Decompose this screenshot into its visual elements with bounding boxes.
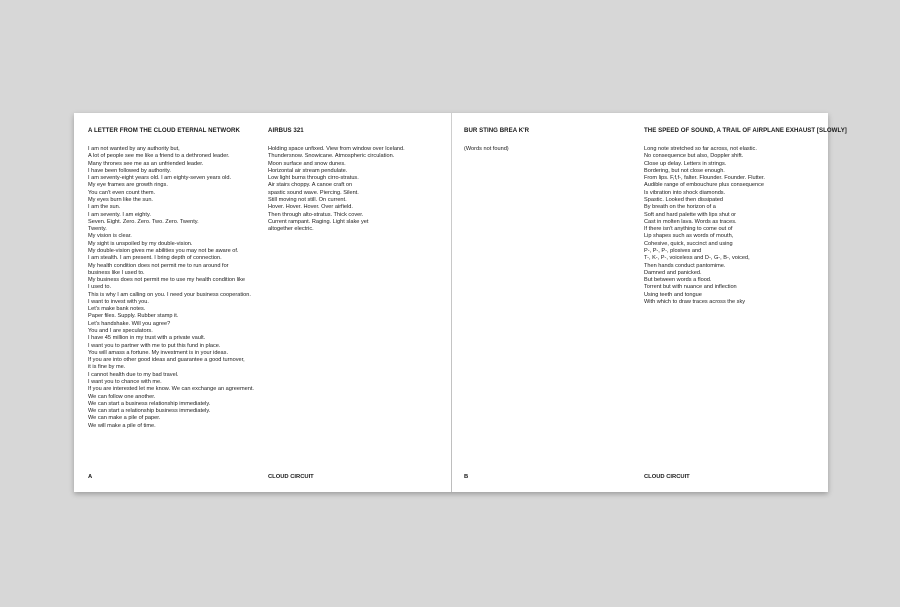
left-page-folio-letter: A xyxy=(88,474,93,480)
left-page-body-1 xyxy=(88,146,254,430)
text-line: Seven. Eight. Zero. Zero. Two. Zero. Twenty. xyxy=(88,218,199,225)
text-line: Cohesive, quick, succinct and using xyxy=(644,240,733,247)
text-line: I used to. xyxy=(88,284,112,291)
left-page-heading-1: A LETTER FROM THE CLOUD ETERNAL NETWORK xyxy=(88,127,240,134)
text-line: Air stairs choppy. A canoe craft on xyxy=(268,182,353,189)
text-line: Holding space unfixed. View from window over Iceland. xyxy=(268,146,405,152)
text-line: it is fine by me. xyxy=(88,364,126,371)
text-line: (Words not found) xyxy=(464,146,509,152)
book-spread xyxy=(74,113,847,492)
text-line: Close up delay. Letters in strings. xyxy=(644,160,727,167)
text-line: Damned and panicked. xyxy=(644,269,702,276)
text-line: Many thrones see me as an unfriended leader. xyxy=(88,160,204,167)
text-line: Paper files. Supply. Rubber stamp it. xyxy=(88,313,179,320)
text-line: My double-vision gives me abilities you may not be aware of. xyxy=(88,247,239,254)
text-line: Long note stretched so far across, not elastic. xyxy=(644,146,757,152)
text-line: Is vibration into shock diamonds. xyxy=(644,189,726,196)
text-line: My eyes burn like the sun. xyxy=(88,196,153,203)
text-line: P-, P-, P-, plosives and xyxy=(644,247,702,254)
text-line: My business does not permit me to use my health condition like xyxy=(88,277,246,284)
text-line: I am seventy-eight years old. I am eighty-seven years old. xyxy=(88,175,232,182)
text-line: Moon surface and snow dunes. xyxy=(268,160,346,167)
text-line: We will make a pile of time. xyxy=(88,422,156,429)
text-line: My vision is clear. xyxy=(88,233,132,240)
text-line: I want you to chance with me. xyxy=(88,379,162,385)
text-line: Let's make bank notes. xyxy=(88,306,146,313)
text-line: I am seventy. I am eighty. xyxy=(88,211,151,218)
text-line: Current rampant. Raging. Light slake yet xyxy=(268,218,369,225)
text-line: By breath on the horizon of a xyxy=(644,204,716,211)
right-page-body-1 xyxy=(464,146,529,153)
text-line: Soft and hard palette with lips shut or xyxy=(644,211,737,218)
text-line: Twenty. xyxy=(88,226,107,233)
text-line: I want you to partner with me to put this fund in place. xyxy=(88,342,221,349)
text-line: But between words a flood. xyxy=(644,277,712,284)
text-line: I want to invest with you. xyxy=(88,298,149,305)
text-line: You and I are speculators. xyxy=(88,328,153,335)
text-line: From lips. F,f,f-, falter. Flounder. Founder. Flutter. xyxy=(644,175,765,182)
text-line: I cannot health due to my bad travel. xyxy=(88,371,179,378)
text-line: Let's handshake. Will you agree? xyxy=(88,320,171,327)
right-page-column-1 xyxy=(464,127,529,153)
text-line: Then through alto-stratus. Thick cover. xyxy=(268,211,364,218)
text-line: You will amass a fortune. My investment is in your ideas. xyxy=(88,349,229,356)
right-page-folio-letter: B xyxy=(464,474,469,480)
text-line: If you are interested let me know. We can exchange an agreement. xyxy=(88,386,254,393)
text-line: altogether electric. xyxy=(268,226,314,233)
text-line: T-, K-, P-, voiceless and D-, G-, B-, voiced, xyxy=(644,255,750,262)
left-page-running-title: CLOUD CIRCUIT xyxy=(268,474,314,480)
text-line: Torrent but with nuance and inflection xyxy=(644,284,737,291)
text-line: A lot of people see me like a friend to a dethroned leader. xyxy=(88,153,230,160)
text-line: With which to draw traces across the sky xyxy=(644,298,746,305)
text-line: We can follow one another. xyxy=(88,393,156,400)
text-line: My eye frames are growth rings. xyxy=(88,182,168,189)
left-page-column-1 xyxy=(88,127,254,430)
text-line: We can make a pile of paper. xyxy=(88,415,161,422)
right-page-running-title: CLOUD CIRCUIT xyxy=(644,474,690,480)
text-line: No consequence but also, Doppler shift. xyxy=(644,153,744,160)
text-line: Horizontal air stream pendulate. xyxy=(268,167,348,174)
left-page-column-2 xyxy=(268,127,405,233)
text-line: We can start a relationship business immediately. xyxy=(88,408,211,415)
text-line: Low light burns through cirro-stratus. xyxy=(268,175,359,182)
text-line: Cast in molten lava. Words as traces. xyxy=(644,218,737,225)
text-line: My health condition does not permit me to run around for xyxy=(88,262,229,269)
text-line: Thundersnow. Snowicane. Atmospheric circulation. xyxy=(268,153,395,160)
text-line: Then hands conduct pantomime. xyxy=(644,262,726,269)
left-page-body-2 xyxy=(268,146,405,233)
book-gutter xyxy=(451,113,452,492)
left-page-heading-2: AIRBUS 321 xyxy=(268,127,304,134)
text-line: Audible range of embouchure plus consequence xyxy=(644,182,765,189)
text-line: I am the sun. xyxy=(88,204,121,211)
text-line: spastic sound wave. Piercing. Silent. xyxy=(268,189,359,196)
text-line: I have 45 million in my trust with a private vault. xyxy=(88,335,206,342)
text-line: I am stealth. I am present. I bring depth of connection. xyxy=(88,255,222,262)
text-line: This is why I am calling on you. I need your business cooperation. xyxy=(88,291,251,298)
right-page-heading-2: THE SPEED OF SOUND, A TRAIL OF AIRPLANE EXHAUST [SLOWLY] xyxy=(644,127,847,134)
text-line: My sight is unspoiled by my double-vision. xyxy=(88,240,193,247)
text-line: If there isn't anything to come out of xyxy=(644,226,733,233)
text-line: I am not wanted by any authority but, xyxy=(88,146,180,152)
text-line: I have been followed by authority. xyxy=(88,167,171,174)
right-page-column-2 xyxy=(644,127,847,306)
text-line: Hover. Hover. Hover. Over airfield. xyxy=(268,204,353,211)
text-line: Lip shapes such as words of mouth, xyxy=(644,233,734,240)
text-line: If you are into other good ideas and guarantee a good turnover, xyxy=(88,357,245,364)
text-line: Using teeth and tongue xyxy=(644,291,702,298)
text-line: Spastic. Looked then dissipated xyxy=(644,196,723,203)
text-line: Still moving not still. On current. xyxy=(268,196,347,203)
text-line: business like I used to. xyxy=(88,269,145,276)
right-page-body-2 xyxy=(644,146,847,306)
text-line: We can start a business relationship immediately. xyxy=(88,400,211,407)
right-page-heading-1: BUR STING BREA K'R xyxy=(464,127,530,134)
text-line: You can't even count them. xyxy=(88,189,156,196)
text-line: Bordering, but not close enough. xyxy=(644,167,725,174)
